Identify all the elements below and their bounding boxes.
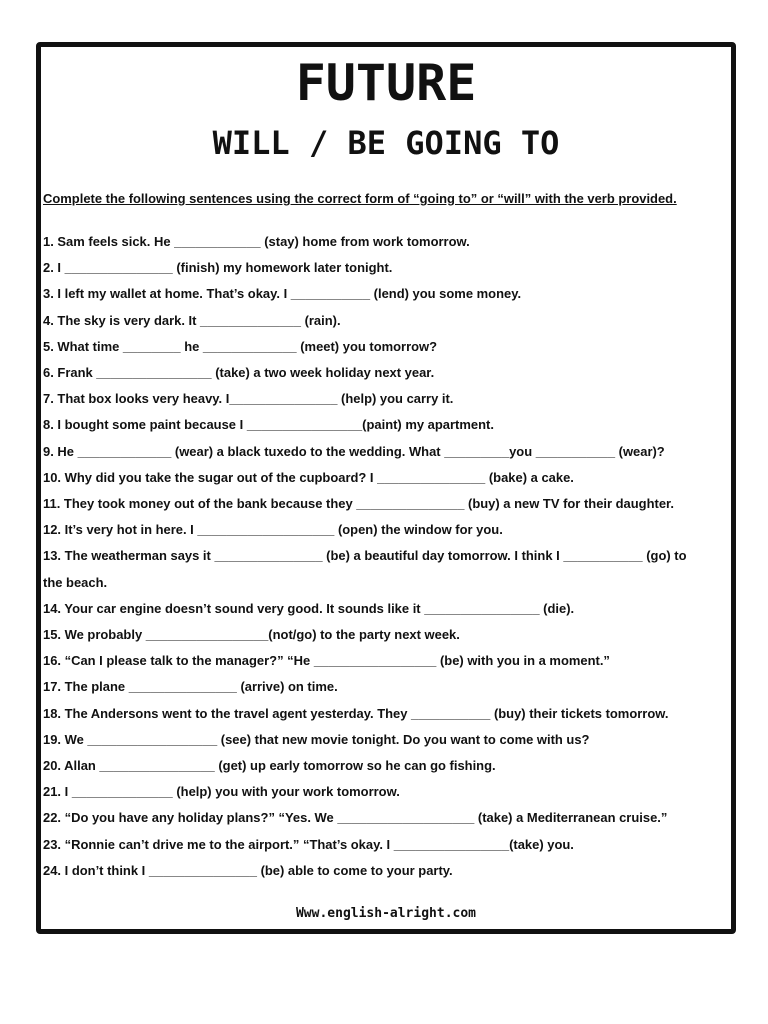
exercise-item: 11. They took money out of the bank because they _______________ (buy) a new TV for their daughter.: [43, 496, 674, 512]
footer-website: Www.english-alright.com: [295, 906, 476, 921]
exercise-list: [43, 229, 733, 884]
exercise-item: 12. It’s very hot in here. I ___________________ (open) the window for you.: [43, 522, 503, 538]
exercise-item: 6. Frank ________________ (take) a two week holiday next year.: [43, 365, 435, 381]
exercise-item: 10. Why did you take the sugar out of the cupboard? I _______________ (bake) a cake.: [43, 469, 574, 485]
exercise-item: 18. The Andersons went to the travel agent yesterday. They ___________ (buy) their tickets tomorrow.: [43, 705, 669, 721]
exercise-item: 9. He _____________ (wear) a black tuxedo to the wedding. What _________you ___________ (wear)?: [43, 443, 665, 459]
exercise-item: 20. Allan ________________ (get) up early tomorrow so he can go fishing.: [43, 758, 496, 774]
exercise-item: 13. The weatherman says it _______________ (be) a beautiful day tomorrow. I think I ___________ (go) to: [43, 548, 687, 564]
worksheet-title: FUTURE: [295, 54, 477, 112]
exercise-item: 14. Your car engine doesn’t sound very good. It sounds like it ________________ (die).: [43, 600, 575, 616]
worksheet-frame: [36, 42, 736, 934]
exercise-item: 21. I ______________ (help) you with your work tomorrow.: [43, 784, 400, 800]
exercise-item: 5. What time ________ he _____________ (meet) you tomorrow?: [43, 338, 438, 354]
exercise-item: 15. We probably _________________(not/go) to the party next week.: [43, 627, 460, 643]
exercise-item-continuation: the beach.: [43, 574, 108, 590]
instructions: Complete the following sentences using the correct form of “going to” or “will” with the verb provided.: [43, 191, 677, 206]
exercise-item: 8. I bought some paint because I ________________(paint) my apartment.: [43, 417, 494, 433]
exercise-item: 23. “Ronnie can’t drive me to the airport.” “That’s okay. I ________________(take) you.: [43, 836, 574, 852]
exercise-item: 3. I left my wallet at home. That’s okay. I ___________ (lend) you some money.: [43, 286, 522, 302]
exercise-item: 19. We __________________ (see) that new movie tonight. Do you want to come with us?: [43, 731, 590, 747]
exercise-item: 1. Sam feels sick. He ____________ (stay) home from work tomorrow.: [43, 234, 470, 249]
worksheet-subtitle: WILL / BE GOING TO: [212, 124, 560, 162]
exercise-item: 24. I don’t think I _______________ (be) able to come to your party.: [43, 862, 453, 878]
exercise-item: 17. The plane _______________ (arrive) on time.: [43, 679, 338, 695]
exercise-item: 16. “Can I please talk to the manager?” “He _________________ (be) with you in a moment.”: [43, 653, 610, 669]
exercise-item: 4. The sky is very dark. It ______________ (rain).: [43, 312, 341, 328]
exercise-item: 2. I _______________ (finish) my homework later tonight.: [43, 260, 393, 276]
exercise-item: 22. “Do you have any holiday plans?” “Yes. We ___________________ (take) a Mediterranean cruise.”: [43, 810, 668, 826]
exercise-item: 7. That box looks very heavy. I_______________ (help) you carry it.: [43, 391, 454, 407]
